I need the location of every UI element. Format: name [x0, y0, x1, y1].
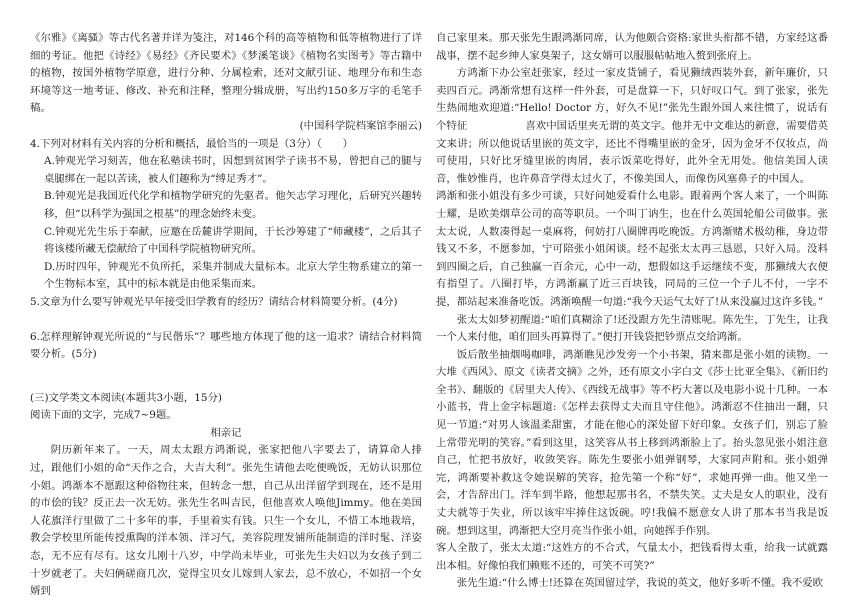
question-6: 6.怎样理解钟观光所说的“与民偕乐”？哪些地方体现了他的这一追求？请结合材料简要分析。(5分) [30, 330, 422, 361]
section-heading: (三)文学类文本阅读(本题共3小题，15分) [30, 391, 222, 404]
story-paragraph: 饭后散坐抽烟喝咖啡，鸿渐瞧见沙发旁一个小书架，猜来都是张小姐的读物。一大堆《西风》、原文《读者文摘》之外，还有原文小字白文《莎士比亚全集》、《新旧约全书》、翻版的《居里夫人传》、《西线无战事》等不朽大著以及电影小说十几种。一本小蓝书，背上金字标题道:《怎样去获得丈夫而且守住他》。鸿渐忍不住抽出一翻，只见一节道:“对男人该温柔甜蜜，才能在他心的深处留下好印象。女孩子们，别忘了脸上常带光明的笑容。”看到这里，这笑容从书上移到鸿渐脸上了。抬头忽见张小姐注意自己，忙把书放好，收敛笑容。陈先生要张小姐弹钢琴，大家同声附和。张小姐弹完，鸿渐要补救这令她误解的笑容，抢先第一个称“好”，求她再弹一曲。他又坐一会，才告辞出门。洋车到半路，他想起那书名，不禁失笑。丈夫是女人的职业，没有丈夫就等于失业，所以该牢牢捧住这饭碗。哼!我偏不愿意女人讲了那本书当我是饭碗。想到这里，鸿渐把大空月亮当作张小姐，向她挥手作别。 [436, 348, 828, 537]
story-paragraph [436, 65, 828, 188]
story-title: 相亲记 [210, 426, 242, 439]
text-span: 方鸿渐下办公室赶张家，经过一家皮货铺子，看见獭绒西装外套，新年廉价，只卖四百元。鸿渐常想有这样一件外套，可是盘算一下，只好叹口气。到了张家，张先生热闹地欢迎道:“Hello! Doctor 方，好久不见!”张先生跟外国人来往惯了，说话有个特征 [436, 67, 828, 132]
option-d: D.历时四年，钟观光不负所托，采集并制成大量标本。北京大学生物系建立的第一个生物标本室，其中的标本就是由他采集而来。 [44, 260, 422, 291]
story-paragraph: 鸿渐和张小姐没有多少可谈，只好问她爱看什么电影。跟着两个客人来了，一个叫陈士耀，是欧美烟草公司的高等职员。一个叫丁讷生，也在什么英国轮船公司做事。张太太说，人数凑得起一桌麻将，何妨打八圈牌再吃晚饭。方鸿渐赌术极幼稚，身边带钱又不多，不愿参加，宁可陪张小姐闲谈。经不起张太太再三恳恩，只好入局。没料到四圈之后，自己独赢一百余元，心中一动，想假如这手运继续不变，那獭绒大衣便有指望了。八圈打毕，方鸿渐赢了近三百块钱，同局的三位一个子儿不付，一字不提，都站起来准备吃饭。鸿渐唤醒一句道:“我今天运气太好了!从来没赢过这许多钱。” [436, 190, 828, 308]
option-b: B.钟观光是我国近代化学和植物学研究的先驱者。他矢志学习理化，后研究兴趣转移，但“以科学为强国之根基”的理念始终未变。 [44, 190, 422, 220]
story-paragraph: 张太太如梦初醒道:“咱们真糊涂了!还没跟方先生清账呢。陈先生，丁先生，让我一个人来付他，咱们回头再算得了。”便打开钱袋把钞票点交给鸿渐。 [436, 313, 828, 344]
source-credit: (中国科学院档案馆李丽云) [299, 119, 422, 132]
answer-space [30, 364, 422, 390]
option-c: C.钟观光先生乐于奉献，应邀在岳麓讲学期间，于长沙筹建了“师藏楼”，之后其子将该楼所藏无偿献给了中国科学院植物研究所。 [44, 225, 422, 256]
story-paragraph: 张先生道:“什么博士!还算在英国留过学，我说的英文，他好多听不懂。我不爱欧 [456, 577, 824, 590]
intro-paragraph: 《尔雅》《离骚》等古代名著并详为笺注，对146个科的高等植物和低等植物进行了详细的考证。他把《诗经》《易经》《齐民要术》《梦溪笔谈》《植物名实图考》等古籍中的植物，按国外植物学原意，进行分种、分属检索，还对文献引证、地理分布和生态环境等这一地考证、修改、补充和注释，整理分辑成册，写出约150多万字的毛笔手稿。 [30, 32, 422, 115]
story-paragraph: 客人全散了，张太太道:“这姓方的不合式，气量太小，把钱看得太重，给我一试就露出本相。好像怕我们赖账不还的，可笑不可笑?” [436, 542, 828, 572]
story-paragraph: 自己家里来。那天张先生跟鸿渐同席，认为他颇合资格:家世头衔都不错，方家经这番战事，摆不起乡绅人家臭架子，这女婿可以服服帖帖地入赘到张府上。 [436, 32, 828, 62]
section-instruction: 阅读下面的文字，完成7~9题。 [30, 409, 177, 422]
text-span: 喜欢中国话里夹无谓的英文字。他并无中文难达的新意，需要借英文来讲；所以他说话里嵌的英文字，还比不得嘴里嵌的金牙，因为金牙不仅妆点，尚可使用，只好比牙缝里嵌的肉屑，表示饭菜吃得好，此外全无用处。他信美国人读音，惟妙惟肖，也许鼻音学得太过火了，不像美国人，而像伤风塞鼻子的中国人。 [436, 119, 828, 185]
question-5: 5.文章为什么要写钟观光早年接受旧学教育的经历？请结合材料简要分析。(4分) [30, 295, 398, 308]
left-column [30, 30, 422, 601]
option-a: A.钟观光学习刻苦，他在私塾读书时，因想到贫困学子读书不易，曾把自己的腿与桌腿绑在一起以苦读，被人们趣称为“缚足秀才”。 [44, 155, 422, 185]
question-4: 4.下列对材料有关内容的分析和概括，最恰当的一项是（3分）（ ） [30, 137, 354, 150]
story-paragraph: 阴历新年来了。一天，周太太跟方鸿渐说，张家把他八字要去了，请算命人排过，跟他们小姐的命“天作之合，大吉大利”。张先生请他去吃便晚饭，无妨认识那位小姐。鸿渐本不愿跟这种俗物往来，但转念一想，自己从出洋留学到现在，还不是用的市侩的钱？反正去一次无妨。张先生名叫吉民，但他喜欢人唤他Jimmy。他在美国人花旗洋行里做了二十多年的事，手里着实有钱。只生一个女儿，不惜工本地栽培，教会学校里所能传授熏陶的洋本领、洋习气，美容院理发铺所能制造的洋时髦、洋姿态，无不应有尽有。这女儿刚十八岁，中学尚未毕业，可张先生夫妇以为女孩子到二十岁就老了。夫妇俩磋商几次，觉得宝贝女儿嫁到人家去，总不放心，不如招一个女婿到 [30, 444, 422, 598]
answer-space [30, 312, 422, 329]
right-column [436, 30, 828, 593]
